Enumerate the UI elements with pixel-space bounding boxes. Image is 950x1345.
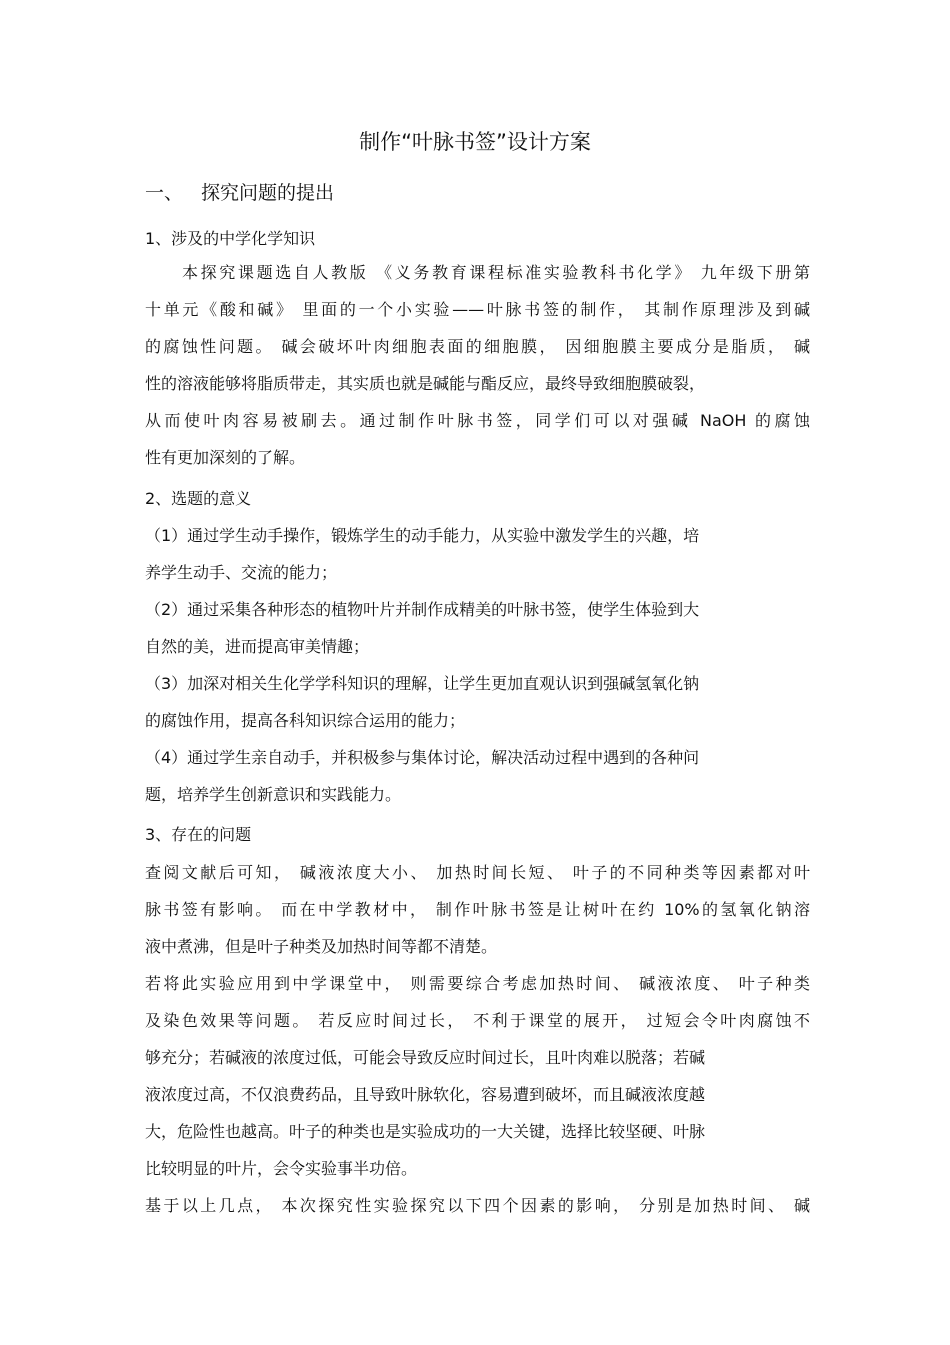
text-line: 题，培养学生创新意识和实践能力。 [145,785,402,804]
text-line: 够充分；若碱液的浓度过低，可能会导致反应时间过长，且叶肉难以脱落；若碱 [145,1048,706,1067]
section-heading [145,180,334,206]
section-number: 一、 [145,182,184,204]
subsection-heading: 2、选题的意义 [145,489,252,508]
text-line: （4）通过学生亲自动手，并积极参与集体讨论，解决活动过程中遇到的各种问 [145,748,700,767]
text-line: 的腐蚀性问题。 碱会破坏叶肉细胞表面的细胞膜， 因细胞膜主要成分是脂质， 碱 [145,337,810,356]
text-line: 十单元《酸和碱》 里面的一个小实验——叶脉书签的制作， 其制作原理涉及到碱 [145,300,810,319]
text-line: 大，危险性也越高。叶子的种类也是实验成功的一大关键，选择比较坚硬、叶脉 [145,1122,706,1141]
text-line: 的腐蚀作用，提高各科知识综合运用的能力； [145,711,466,730]
text-line: 基于以上几点， 本次探究性实验探究以下四个因素的影响， 分别是加热时间、 碱 [145,1196,810,1215]
text-line: 液中煮沸，但是叶子种类及加热时间等都不清楚。 [145,937,498,956]
text-line: 及染色效果等问题。 若反应时间过长， 不利于课堂的展开， 过短会令叶肉腐蚀不 [145,1011,810,1030]
subsection-heading: 3、存在的问题 [145,825,252,844]
subsection-heading: 1、涉及的中学化学知识 [145,229,316,248]
text-line: （1）通过学生动手操作，锻炼学生的动手能力，从实验中激发学生的兴趣，培 [145,526,700,545]
text-line: 若将此实验应用到中学课堂中， 则需要综合考虑加热时间、 碱液浓度、 叶子种类 [145,974,810,993]
text-line: 性有更加深刻的了解。 [145,448,306,467]
document-title: 制作“叶脉书签”设计方案 [359,130,591,154]
text-line: 液浓度过高，不仅浪费药品，且导致叶脉软化，容易遭到破坏，而且碱液浓度越 [145,1085,706,1104]
section-title: 探究问题的提出 [201,182,335,204]
paragraph [145,254,810,476]
text-line: （3）加深对相关生化学学科知识的理解，让学生更加直观认识到强碱氢氧化钠 [145,674,700,693]
text-line: 从而使叶肉容易被刷去。通过制作叶脉书签，同学们可以对强碱 NaOH 的腐蚀 [145,411,810,430]
text-line: 比较明显的叶片，会令实验事半功倍。 [145,1159,418,1178]
text-line: 脉书签有影响。 而在中学教材中， 制作叶脉书签是让树叶在约 10%的氢氧化钠溶 [145,900,810,919]
text-line: 性的溶液能够将脂质带走，其实质也就是碱能与酯反应，最终导致细胞膜破裂， [145,374,706,393]
paragraph [145,517,770,813]
text-line: （2）通过采集各种形态的植物叶片并制作成精美的叶脉书签，使学生体验到大 [145,600,700,619]
paragraph [145,854,810,1224]
text-line: 自然的美，进而提高审美情趣； [145,637,370,656]
text-line: 查阅文献后可知， 碱液浓度大小、 加热时间长短、 叶子的不同种类等因素都对叶 [145,863,810,882]
text-line: 养学生动手、交流的能力； [145,563,338,582]
text-line: 本探究课题选自人教版 《义务教育课程标准实验教科书化学》 九年级下册第 [182,263,810,282]
